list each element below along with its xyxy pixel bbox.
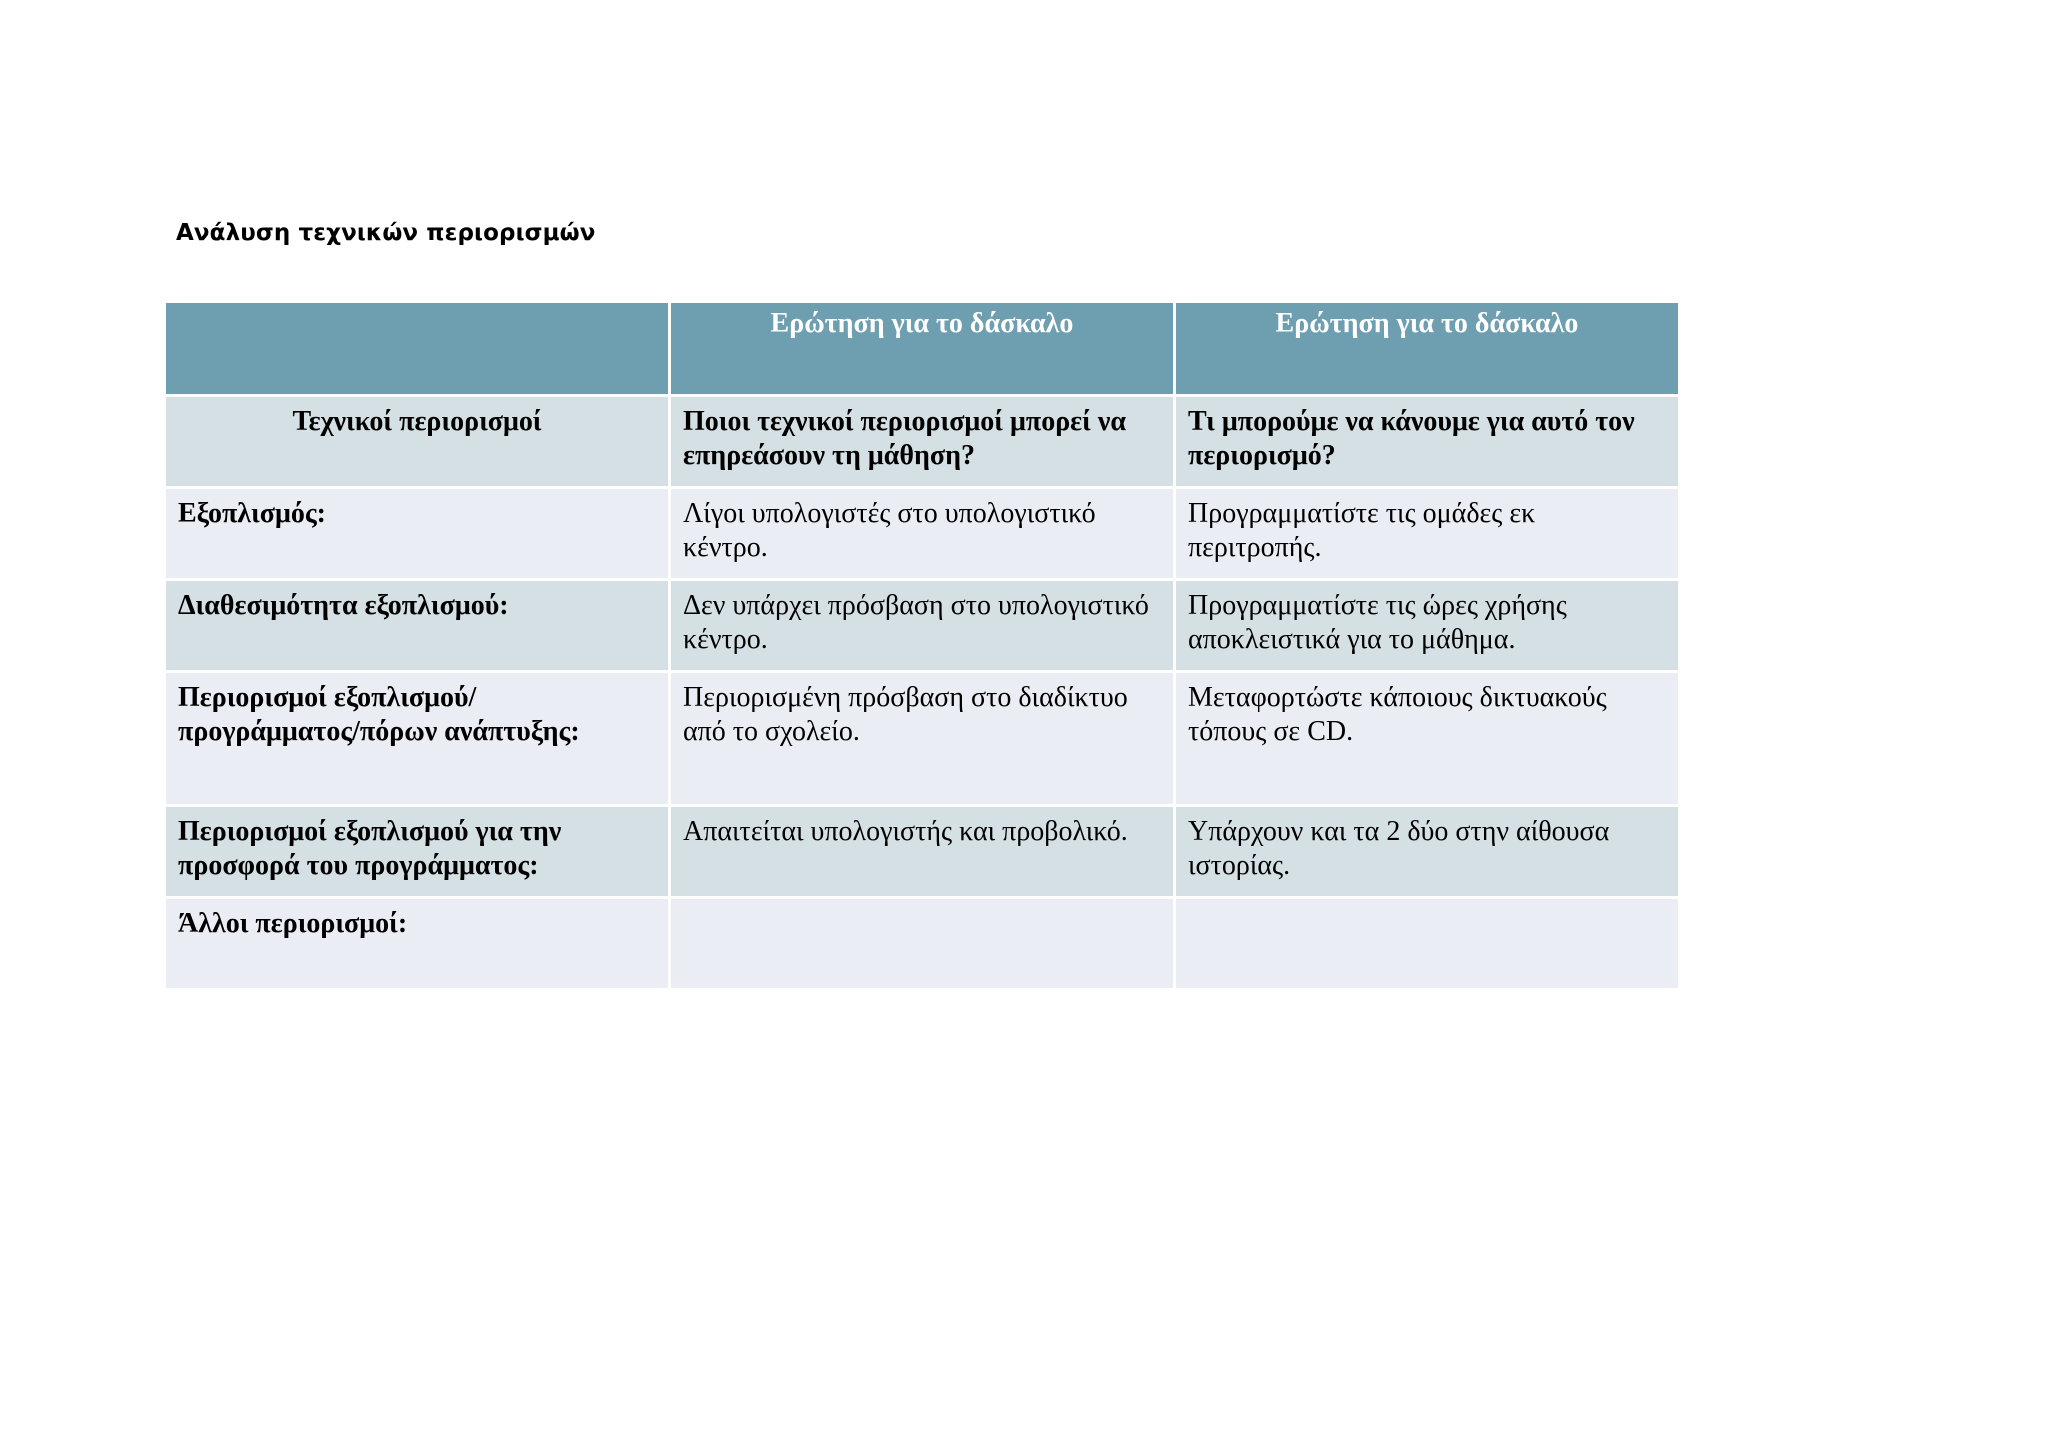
row-constraint: Λίγοι υπολογιστές στο υπολογιστικό κέντρο. (671, 489, 1173, 578)
row-action: Υπάρχουν και τα 2 δύο στην αίθουσα ιστορίας. (1176, 807, 1678, 896)
row-constraint: Περιορισμένη πρόσβαση στο διαδίκτυο από το σχολείο. (671, 673, 1173, 804)
table-row (166, 899, 1678, 988)
row-label: Περιορισμοί εξοπλισμού/προγράμματος/πόρων ανάπτυξης: (166, 673, 668, 804)
table-row (166, 581, 1678, 670)
table-row (166, 807, 1678, 896)
row-constraint: Απαιτείται υπολογιστής και προβολικό. (671, 807, 1173, 896)
row-label: Διαθεσιμότητα εξοπλισμού: (166, 581, 668, 670)
row-action: Προγραμματίστε τις ώρες χρήσης αποκλειστικά για το μάθημα. (1176, 581, 1678, 670)
row-constraint: Δεν υπάρχει πρόσβαση στο υπολογιστικό κέντρο. (671, 581, 1173, 670)
technical-constraints-table (163, 300, 1681, 991)
row-action (1176, 899, 1678, 988)
header-cell-teacher-question: Ερώτηση για το δάσκαλο (671, 303, 1173, 394)
table-header-row (166, 303, 1678, 394)
table-row (166, 673, 1678, 804)
header-cell-empty (166, 303, 668, 394)
row-label: Περιορισμοί εξοπλισμού για την προσφορά του προγράμματος: (166, 807, 668, 896)
table-subheader-row (166, 397, 1678, 486)
subheader-technical-constraints: Τεχνικοί περιορισμοί (166, 397, 668, 486)
subheader-what-can-we-do: Τι μπορούμε να κάνουμε για αυτό τον περιορισμό? (1176, 397, 1678, 486)
header-cell-teacher-question: Ερώτηση για το δάσκαλο (1176, 303, 1678, 394)
row-action: Μεταφορτώστε κάποιους δικτυακούς τόπους σε CD. (1176, 673, 1678, 804)
row-label: Εξοπλισμός: (166, 489, 668, 578)
row-action: Προγραμματίστε τις ομάδες εκ περιτροπής. (1176, 489, 1678, 578)
row-constraint (671, 899, 1173, 988)
row-label: Άλλοι περιορισμοί: (166, 899, 668, 988)
page-title: Ανάλυση τεχνικών περιορισμών (176, 220, 596, 246)
subheader-which-constraints: Ποιοι τεχνικοί περιορισμοί μπορεί να επηρεάσουν τη μάθηση? (671, 397, 1173, 486)
table-row (166, 489, 1678, 578)
